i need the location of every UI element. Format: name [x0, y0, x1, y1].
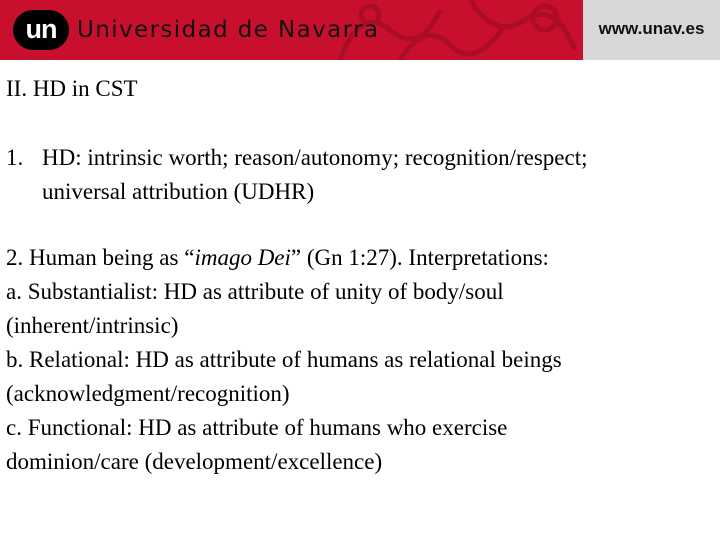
university-logo-mark: un — [13, 10, 69, 50]
substantialist-line: a. Substantialist: HD as attribute of unity of body/soul — [6, 279, 504, 304]
heading-suffix: ” (Gn 1:27). Interpretations: — [290, 245, 549, 270]
slide-title: II. HD in CST — [6, 76, 138, 101]
list-item-1-number: 1. — [6, 145, 24, 170]
list-item-1-text — [42, 141, 712, 209]
url-box — [583, 0, 720, 60]
list-item-1-line: HD: intrinsic worth; reason/autonomy; recognition/respect; — [42, 145, 588, 170]
relational-line: (acknowledgment/recognition) — [6, 381, 290, 406]
header-banner — [0, 0, 720, 60]
list-item-2 — [6, 241, 712, 479]
functional-line: dominion/care (development/excellence) — [6, 449, 383, 474]
list-item-1-line: universal attribution (UDHR) — [42, 179, 315, 204]
functional-line: c. Functional: HD as attribute of humans who exercise — [6, 415, 508, 440]
heading-italic-term: imago Dei — [194, 245, 291, 270]
university-name: Universidad de Navarra — [77, 17, 380, 43]
list-item-2-heading — [6, 241, 712, 275]
website-url: www.unav.es — [598, 19, 705, 38]
heading-prefix: 2. Human being as “ — [6, 245, 195, 270]
relational-line: b. Relational: HD as attribute of humans as relational beings — [6, 347, 562, 372]
substantialist-line: (inherent/intrinsic) — [6, 313, 179, 338]
